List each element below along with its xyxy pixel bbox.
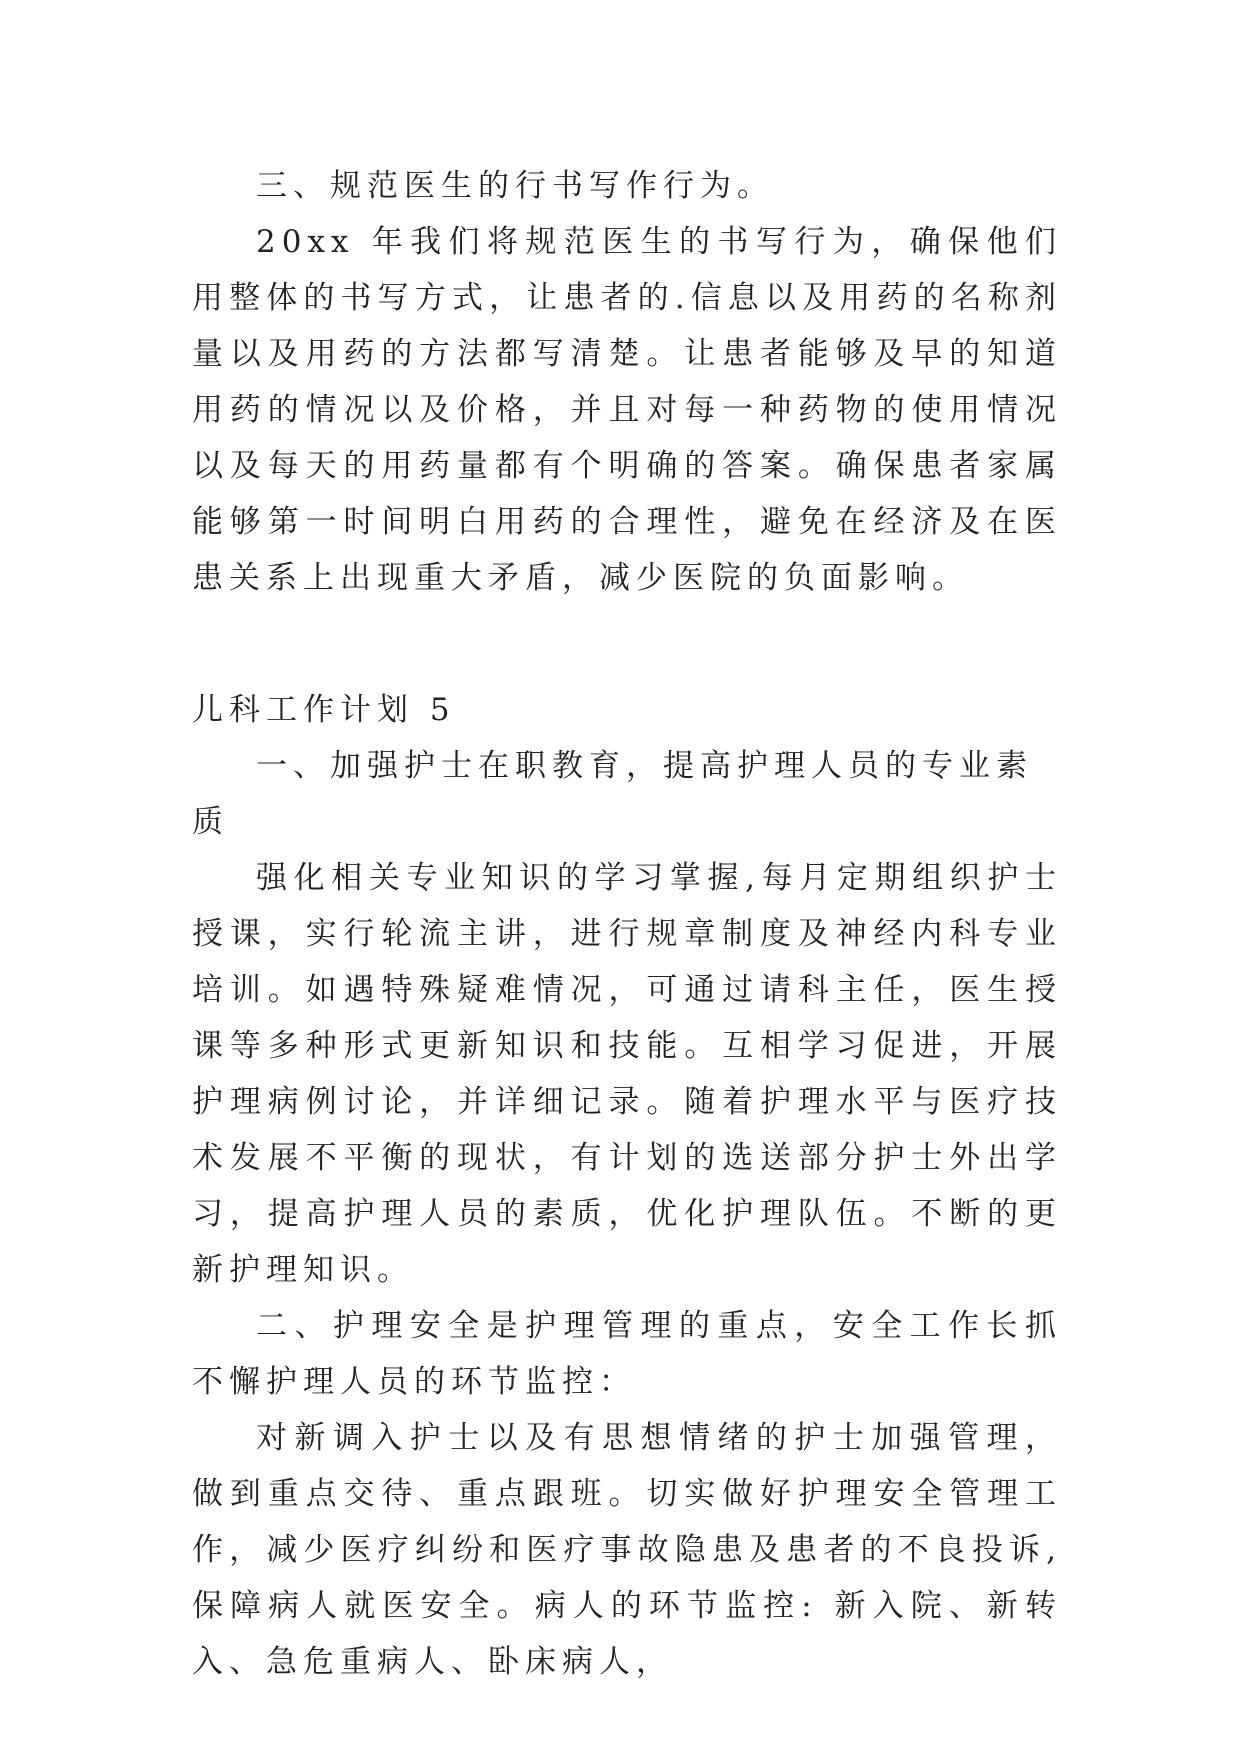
paragraph-nursing-safety: 对新调入护士以及有思想情绪的护士加强管理，做到重点交待、重点跟班。切实做好护理安全管理工作，减少医疗纠纷和医疗事故隐患及患者的不良投诉,保障病人就医安全。病人的环节监控: 新入院、新转入、急危重病人、卧床病人， xyxy=(192,1420,1062,1680)
paragraph-writing-behavior: 20xx 年我们将规范医生的书写行为，确保他们用整体的书写方式，让患者的.信息以及用药的名称剂量以及用药的方法都写清楚。让患者能够及早的知道用药的情况以及价格，并且对每一种药物的使用情况以及每天的用药量都有个明确的答案。确保患者家属能够第一时间明白用药的合理性，避免在经济及在医患关系上出现重大矛盾，减少医院的负面影响。 xyxy=(192,224,1062,596)
section-title: 儿科工作计划 5 xyxy=(192,692,456,728)
heading-nursing-safety: 二、护理安全是护理管理的重点，安全工作长抓不懈护理人员的环节监控： xyxy=(192,1308,1062,1400)
section-part2 xyxy=(192,682,1062,1690)
heading-nurse-education: 一、加强护士在职教育，提高护理人员的专业素质 xyxy=(192,748,1033,840)
section-part1 xyxy=(192,158,1062,606)
paragraph-nurse-education: 强化相关专业知识的学习掌握,每月定期组织护士授课，实行轮流主讲，进行规章制度及神经内科专业培训。如遇特殊疑难情况，可通过请科主任，医生授课等多种形式更新知识和技能。互相学习促进，开展护理病例讨论，并详细记录。随着护理水平与医疗技术发展不平衡的现状，有计划的选送部分护士外出学习，提高护理人员的素质，优化护理队伍。不断的更新护理知识。 xyxy=(192,860,1062,1288)
heading-standardize-writing: 三、规范医生的行书写作行为。 xyxy=(256,168,774,204)
